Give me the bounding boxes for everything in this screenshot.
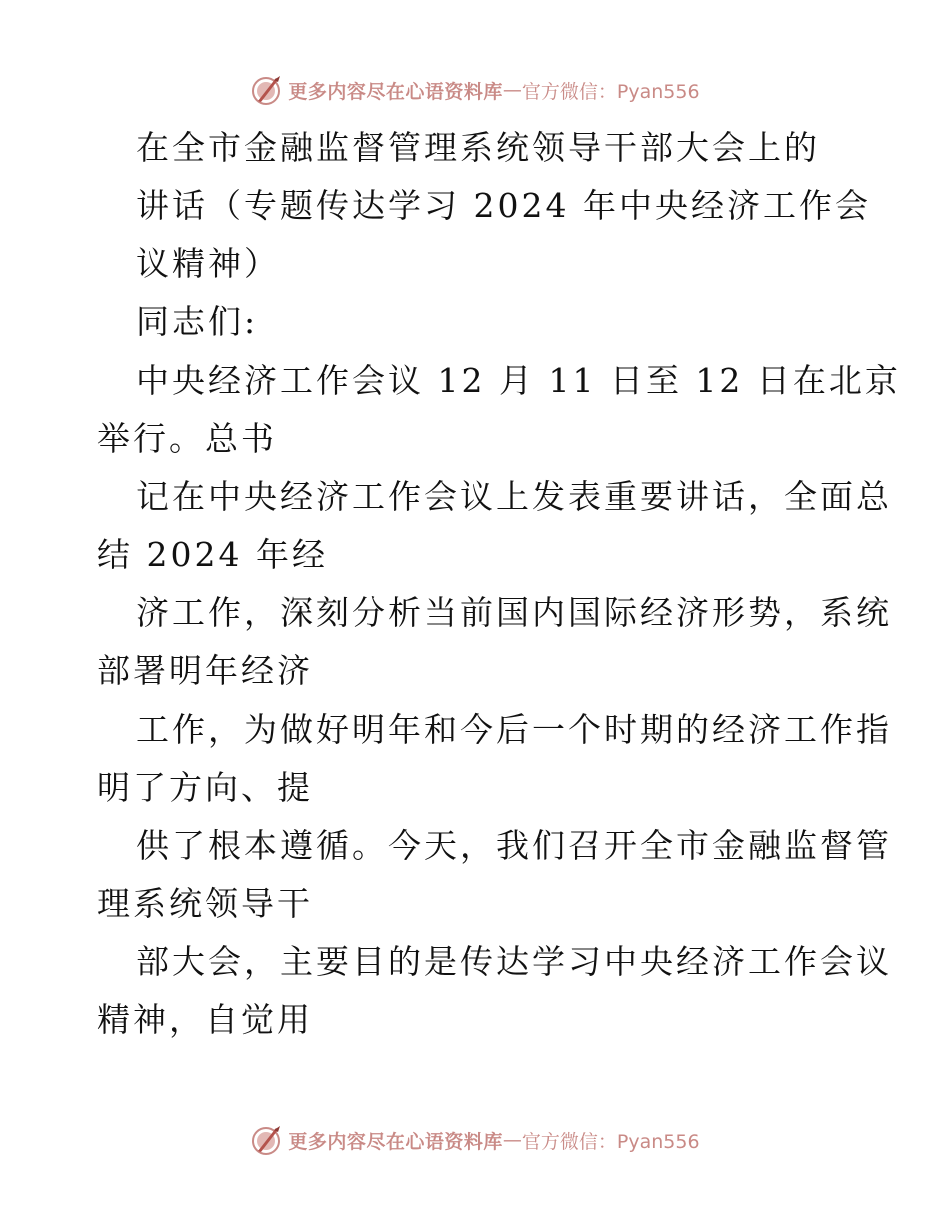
body-line-10: 理系统领导干 — [97, 884, 313, 923]
body-line-1: 中央经济工作会议 12 月 11 日至 12 日在北京 — [136, 361, 901, 400]
body-line-2: 举行。总书 — [97, 419, 277, 458]
footer-watermark — [0, 1120, 950, 1160]
body-line-6: 部署明年经济 — [97, 651, 313, 690]
body-line-9: 供了根本遵循。今天，我们召开全市金融监督管 — [136, 826, 892, 865]
quill-logo-icon — [250, 1124, 282, 1156]
body-line-5: 济工作，深刻分析当前国内国际经济形势，系统 — [136, 593, 892, 632]
watermark-wechat-text: 官方微信：Pyan556 — [521, 80, 700, 103]
header-watermark — [0, 70, 950, 110]
watermark-brand-text: 更多内容尽在心语资料库 — [288, 80, 503, 103]
body-line-7: 工作，为做好明年和今后一个时期的经济工作指 — [136, 710, 892, 749]
watermark-wechat-text: 官方微信：Pyan556 — [521, 1130, 700, 1153]
salutation: 同志们: — [136, 302, 259, 341]
body-line-4: 结 2024 年经 — [97, 535, 328, 574]
watermark-brand-text: 更多内容尽在心语资料库 — [288, 1130, 503, 1153]
quill-logo-icon — [250, 74, 282, 106]
title-line-2: 讲话（专题传达学习 2024 年中央经济工作会 — [136, 186, 871, 225]
body-line-11: 部大会，主要目的是传达学习中央经济工作会议 — [136, 942, 892, 981]
body-line-3: 记在中央经济工作会议上发表重要讲话，全面总 — [136, 477, 892, 516]
title-line-3: 议精神） — [136, 244, 280, 283]
body-line-8: 明了方向、提 — [97, 768, 313, 807]
title-line-1: 在全市金融监督管理系统领导干部大会上的 — [136, 128, 820, 167]
watermark-separator: — — [502, 1129, 522, 1151]
watermark-separator: — — [502, 79, 522, 101]
body-line-12: 精神，自觉用 — [97, 1000, 313, 1039]
